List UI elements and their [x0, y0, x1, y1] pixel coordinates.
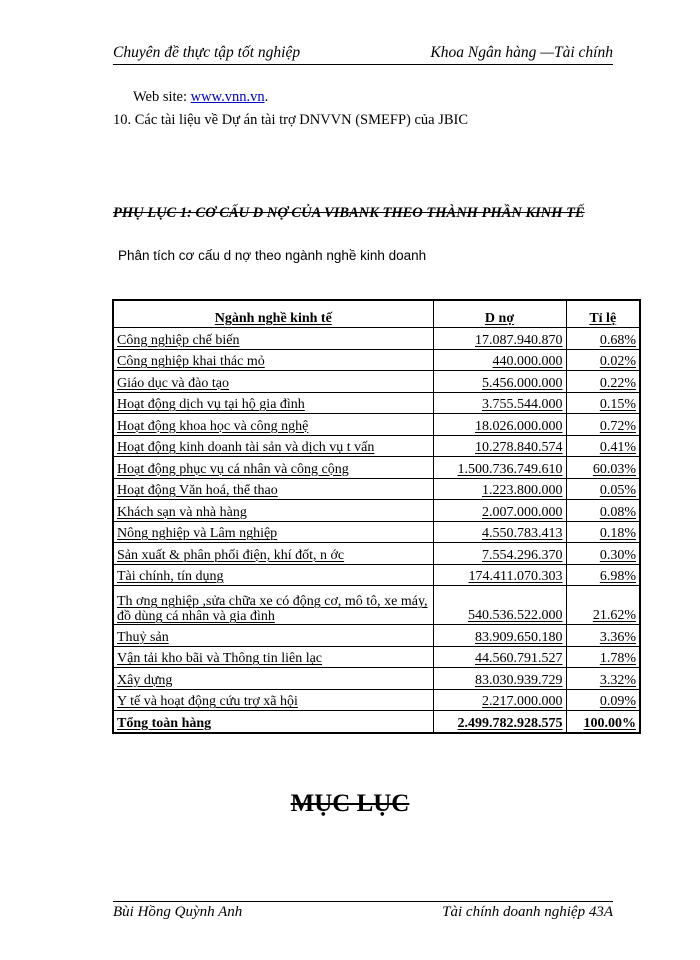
footer-right: Tài chính doanh nghiệp 43A: [442, 904, 613, 920]
sector-cell: Y tế và hoạt động cứu trợ xã hội: [113, 689, 433, 711]
table-caption: Phân tích cơ cấu d nợ theo ngành nghề kinh doanh: [118, 248, 427, 263]
ratio-cell: 0.68%: [566, 328, 640, 350]
total-label: Tổng toàn hàng: [113, 711, 433, 733]
balance-cell: 44.560.791.527: [433, 646, 566, 668]
table-row: [113, 586, 640, 625]
footer-left: Bùi Hồng Quỳnh Anh: [113, 904, 243, 920]
table-row: [113, 328, 640, 350]
balance-cell: 1.223.800.000: [433, 478, 566, 500]
website-line: [133, 89, 268, 106]
sector-cell: Hoạt động Văn hoá, thể thao: [113, 478, 433, 500]
table-row: [113, 435, 640, 457]
table-row: [113, 457, 640, 479]
total-balance: 2.499.782.928.575: [433, 711, 566, 733]
table-row: [113, 543, 640, 565]
header-ratio: Tỉ lệ: [566, 300, 640, 328]
ratio-cell: 0.22%: [566, 371, 640, 393]
ratio-cell: 60.03%: [566, 457, 640, 479]
table-row: [113, 349, 640, 371]
sector-cell: Khách sạn và nhà hàng: [113, 500, 433, 522]
header-sector: Ngành nghề kinh tế: [113, 300, 433, 328]
sector-cell: Giáo dục và đào tạo: [113, 371, 433, 393]
sector-cell: Sản xuất & phân phối điện, khí đốt, n ớc: [113, 543, 433, 565]
sector-cell: Nông nghiệp và Lâm nghiệp: [113, 521, 433, 543]
sector-cell: Tài chính, tín dụng: [113, 564, 433, 586]
website-link[interactable]: www.vnn.vn: [190, 89, 265, 105]
table-row: [113, 478, 640, 500]
page-footer: [113, 901, 613, 922]
table-row: [113, 500, 640, 522]
balance-cell: 83.030.939.729: [433, 668, 566, 690]
header-balance: D nợ: [433, 300, 566, 328]
ratio-cell: 0.02%: [566, 349, 640, 371]
ratio-cell: 0.09%: [566, 689, 640, 711]
table-row: [113, 414, 640, 436]
balance-cell: 5.456.000.000: [433, 371, 566, 393]
ratio-cell: 0.30%: [566, 543, 640, 565]
sector-cell: Thuỷ sản: [113, 625, 433, 647]
ratio-cell: 1.78%: [566, 646, 640, 668]
table-row: [113, 625, 640, 647]
table-row: [113, 689, 640, 711]
balance-cell: 3.755.544.000: [433, 392, 566, 414]
ratio-cell: 0.05%: [566, 478, 640, 500]
sector-cell: Công nghiệp khai thác mỏ: [113, 349, 433, 371]
appendix-title: PHỤ LỤC 1: CƠ CẤU D NỢ CỦA VIBANK THEO THÀNH PHẦN KINH TẾ: [113, 205, 585, 221]
ratio-cell: 3.32%: [566, 668, 640, 690]
ratio-cell: 0.18%: [566, 521, 640, 543]
balance-cell: 440.000.000: [433, 349, 566, 371]
reference-item: 10. Các tài liệu về Dự án tài trợ DNVVN (SMEFP) của JBIC: [113, 112, 469, 128]
header-left: Chuyên đề thực tập tốt nghiệp: [113, 44, 301, 61]
sector-cell: Hoạt động dịch vụ tại hộ gia đình: [113, 392, 433, 414]
sector-cell: Công nghiệp chế biến: [113, 328, 433, 350]
sector-cell: Hoạt động phục vụ cá nhân và công cộng: [113, 457, 433, 479]
table-total-row: [113, 711, 640, 733]
balance-cell: 4.550.783.413: [433, 521, 566, 543]
table-header-row: [113, 300, 640, 328]
ratio-cell: 21.62%: [566, 586, 640, 625]
table-row: [113, 668, 640, 690]
table-row: [113, 392, 640, 414]
website-tail: .: [264, 89, 269, 105]
ratio-cell: 0.72%: [566, 414, 640, 436]
ratio-cell: 0.08%: [566, 500, 640, 522]
ratio-cell: 0.41%: [566, 435, 640, 457]
balance-cell: 7.554.296.370: [433, 543, 566, 565]
balance-cell: 540.536.522.000: [433, 586, 566, 625]
ratio-cell: 0.15%: [566, 392, 640, 414]
balance-cell: 83.909.650.180: [433, 625, 566, 647]
ratio-cell: 6.98%: [566, 564, 640, 586]
toc-title: MỤC LỤC: [290, 790, 410, 817]
total-ratio: 100.00%: [566, 711, 640, 733]
balance-cell: 10.278.840.574: [433, 435, 566, 457]
loan-structure-table: [112, 299, 641, 734]
table-row: [113, 646, 640, 668]
sector-cell: Hoạt động kinh doanh tài sản và dịch vụ t vấn: [113, 435, 433, 457]
table-row: [113, 521, 640, 543]
balance-cell: 174.411.070.303: [433, 564, 566, 586]
page-header: [113, 44, 613, 65]
website-label: Web site:: [133, 89, 187, 105]
sector-cell: Vận tải kho bãi và Thông tin liên lạc: [113, 646, 433, 668]
balance-cell: 17.087.940.870: [433, 328, 566, 350]
table-row: [113, 371, 640, 393]
balance-cell: 2.007.000.000: [433, 500, 566, 522]
balance-cell: 18.026.000.000: [433, 414, 566, 436]
balance-cell: 1.500.736.749.610: [433, 457, 566, 479]
sector-cell: Th ơng nghiệp ,sửa chữa xe có động cơ, mô tô, xe máy, đồ dùng cá nhân và gia đình: [113, 586, 433, 625]
balance-cell: 2.217.000.000: [433, 689, 566, 711]
sector-cell: Hoạt động khoa học và công nghệ: [113, 414, 433, 436]
table-row: [113, 564, 640, 586]
ratio-cell: 3.36%: [566, 625, 640, 647]
header-right: Khoa Ngân hàng —Tài chính: [430, 44, 613, 61]
sector-cell: Xây dựng: [113, 668, 433, 690]
